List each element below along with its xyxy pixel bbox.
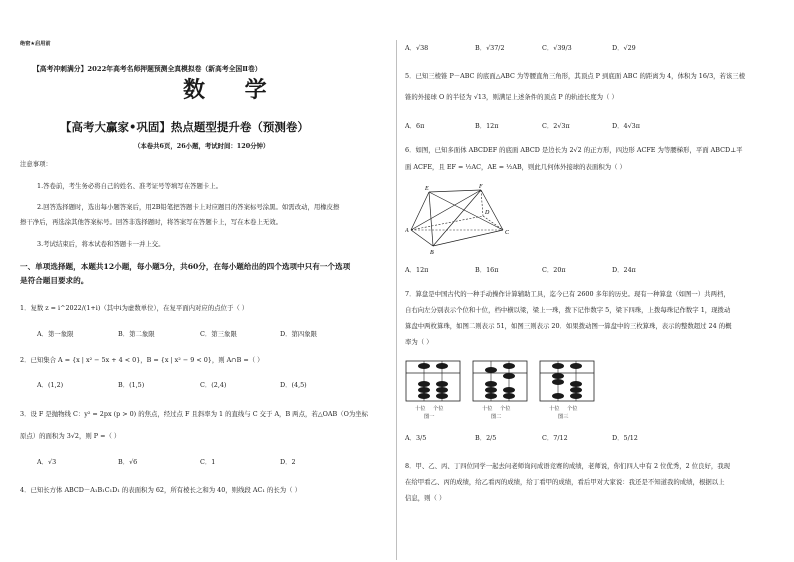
question-4: 4．已知长方体 ABCD－A₁B₁C₁D₁ 的表面积为 62，所有棱长之和为 40，则线段 AC₁ 的长为（ ）	[20, 486, 301, 494]
question-7a: 7．算盘是中国古代的一种手动操作计算辅助工具，迄今已有 2600 多年的历史。现有一种算盘（如图一）共两档，	[405, 290, 730, 298]
q7-option-d[interactable]: D．5/12	[612, 434, 638, 442]
question-8c: 信息，则（ ）	[405, 494, 446, 502]
q3-option-a[interactable]: A．√3	[37, 458, 57, 466]
q1-option-c[interactable]: C．第三象限	[200, 330, 237, 338]
abacus-2-tens: 十位	[482, 406, 493, 412]
q6-option-d[interactable]: D．24π	[612, 266, 636, 274]
subject-title: 数 学	[183, 77, 283, 103]
paper-info: （本卷共6页，26小题，考试时间：120分钟）	[134, 142, 270, 150]
q1-option-a[interactable]: A．第一象限	[37, 330, 74, 338]
abacus-3-caption: 图三	[558, 414, 569, 420]
section1-heading: 一、单项选择题，本题共12小题，每小题5分，共60分，在每小题给出的四个选项中只有一个选项	[20, 262, 351, 271]
note-3: 3.考试结束后，将本试卷和答题卡一并上交。	[37, 240, 165, 248]
q7-option-a[interactable]: A．3/5	[405, 434, 427, 442]
abacus-2-caption: 图二	[491, 414, 502, 420]
question-8a: 8．甲、乙、丙、丁四位同学一起去问老师询问成语竞赛的成绩，老师说，你们四人中有 2 位优秀，2 位良好，我现	[405, 462, 731, 470]
abacus-3-tens: 十位	[549, 406, 560, 412]
secret-mark: 绝密★启用前	[20, 41, 51, 47]
q3-option-c[interactable]: C．1	[200, 458, 216, 466]
q7-option-c[interactable]: C．7/12	[542, 434, 568, 442]
q4-option-a[interactable]: A．√38	[405, 44, 429, 52]
q5-option-a[interactable]: A．6π	[405, 122, 425, 130]
exam-title: 【高考冲刺满分】2022年高考名师押题预测全真模拟卷（新高考全国Ⅱ卷）	[33, 65, 262, 73]
q4-option-d[interactable]: D．√29	[612, 44, 636, 52]
q3-option-b[interactable]: B．√6	[118, 458, 138, 466]
q6-option-b[interactable]: B．16π	[475, 266, 499, 274]
q2-option-a[interactable]: A．(1,2)	[37, 381, 64, 389]
q5-option-c[interactable]: C．2√3π	[542, 122, 570, 130]
q6-option-c[interactable]: C．20π	[542, 266, 566, 274]
vertex-label-f: F	[479, 184, 483, 190]
abacus-figure-3	[539, 360, 595, 404]
question-1: 1．复数 z = i^2022/(1+i)（其中i为虚数单位），在复平面内对应的点位于（ ）	[20, 304, 249, 312]
right-column	[397, 0, 794, 562]
vertex-label-b: B	[430, 250, 434, 256]
note-2b: 擦干净后，再选涂其他答案标号。回答非选择题时，将答案写在答题卡上，写在本卷上无效。	[20, 218, 283, 226]
question-2: 2．已知集合 A = {x | x² − 5x + 4 < 0}，B = {x | x² − 9 < 0}，则 A∩B =（ ）	[20, 356, 264, 364]
abacus-3-ones: 个位	[567, 406, 578, 412]
question-7b: 自右向左分别表示个位和十位，档中横以梁，梁上一珠，拨下记作数字 5，梁下四珠，上拨每珠记作数字 1，现拨动	[405, 306, 731, 314]
abacus-2-ones: 个位	[500, 406, 511, 412]
q1-option-d[interactable]: D．第四象限	[280, 330, 318, 338]
abacus-1-tens: 十位	[415, 406, 426, 412]
note-1: 1.答卷前，考生务必将自己的姓名、准考证号等填写在答题卡上。	[37, 182, 223, 190]
q5-option-d[interactable]: D．4√3π	[612, 122, 640, 130]
note-2a: 2.回答选择题时，选出每小题答案后，用2B铅笔把答题卡上对应题目的答案标号涂黑。如需改动，用橡皮擦	[37, 203, 340, 211]
question-3b: 原点）的面积为 3√2，则 P =（ ）	[20, 432, 121, 440]
question-6b: 面 ACFE，且 EF = ½AC，AE = ½AB，则此几何体外接球的表面积为（ ）	[405, 163, 626, 171]
question-5b: 锥的外接球 O 的半径为 √13，则满足上述条件的顶点 P 的轨迹长度为（ ）	[405, 93, 618, 101]
q2-option-b[interactable]: B．(1,5)	[118, 381, 145, 389]
notes-title: 注意事项：	[20, 160, 52, 168]
vertex-label-a: A	[405, 228, 409, 234]
question-7c: 算盘中两枚算珠，如图二则表示 51，如图三则表示 20．如果拨动图一算盘中的三枚算珠，表示的整数超过 24 的概	[405, 322, 732, 330]
vertex-label-d: D	[485, 210, 490, 216]
question-3a: 3．设 F 是抛物线 C：y² = 2px (p > 0) 的焦点，经过点 F 且斜率为 1 的直线与 C 交于 A，B 两点，若△OAB（O为坐标	[20, 410, 369, 418]
q4-option-c[interactable]: C．√39/3	[542, 44, 572, 52]
polyhedron-figure	[405, 182, 525, 262]
q3-option-d[interactable]: D．2	[280, 458, 296, 466]
q2-option-d[interactable]: D．(4,5)	[280, 381, 307, 389]
section1-heading-2: 是符合题目要求的。	[20, 276, 89, 285]
q1-option-b[interactable]: B．第二象限	[118, 330, 155, 338]
abacus-1-caption: 图一	[424, 414, 435, 420]
abacus-figure-1	[405, 360, 461, 404]
abacus-1-ones: 个位	[433, 406, 444, 412]
abacus-figure-2	[472, 360, 528, 404]
question-8b: 在给甲看乙、丙的成绩，给乙看丙的成绩，给丁看甲的成绩，看后甲对大家说：我还是不知道我的成绩，根据以上	[405, 478, 725, 486]
q2-option-c[interactable]: C．(2,4)	[200, 381, 227, 389]
q6-option-a[interactable]: A．12π	[405, 266, 429, 274]
question-7d: 率为（ ）	[405, 338, 433, 346]
q5-option-b[interactable]: B．12π	[475, 122, 499, 130]
vertex-label-c: C	[505, 230, 510, 236]
paper-subtitle: 【高考大赢家•巩固】热点题型提升卷（预测卷）	[60, 120, 309, 134]
question-5a: 5．已知三棱锥 P－ABC 的底面△ABC 为等腰直角三角形，其顶点 P 到底面 ABC 的距离为 4，体积为 16/3，若该三棱	[405, 72, 746, 80]
q7-option-b[interactable]: B．2/5	[475, 434, 497, 442]
question-6a: 6．如图，已知多面体 ABCDEF 的底面 ABCD 是边长为 2√2 的正方形，四边形 ACFE 为等腰梯形，平面 ABCD⊥平	[405, 146, 743, 154]
q4-option-b[interactable]: B．√37/2	[475, 44, 505, 52]
vertex-label-e: E	[425, 186, 429, 192]
